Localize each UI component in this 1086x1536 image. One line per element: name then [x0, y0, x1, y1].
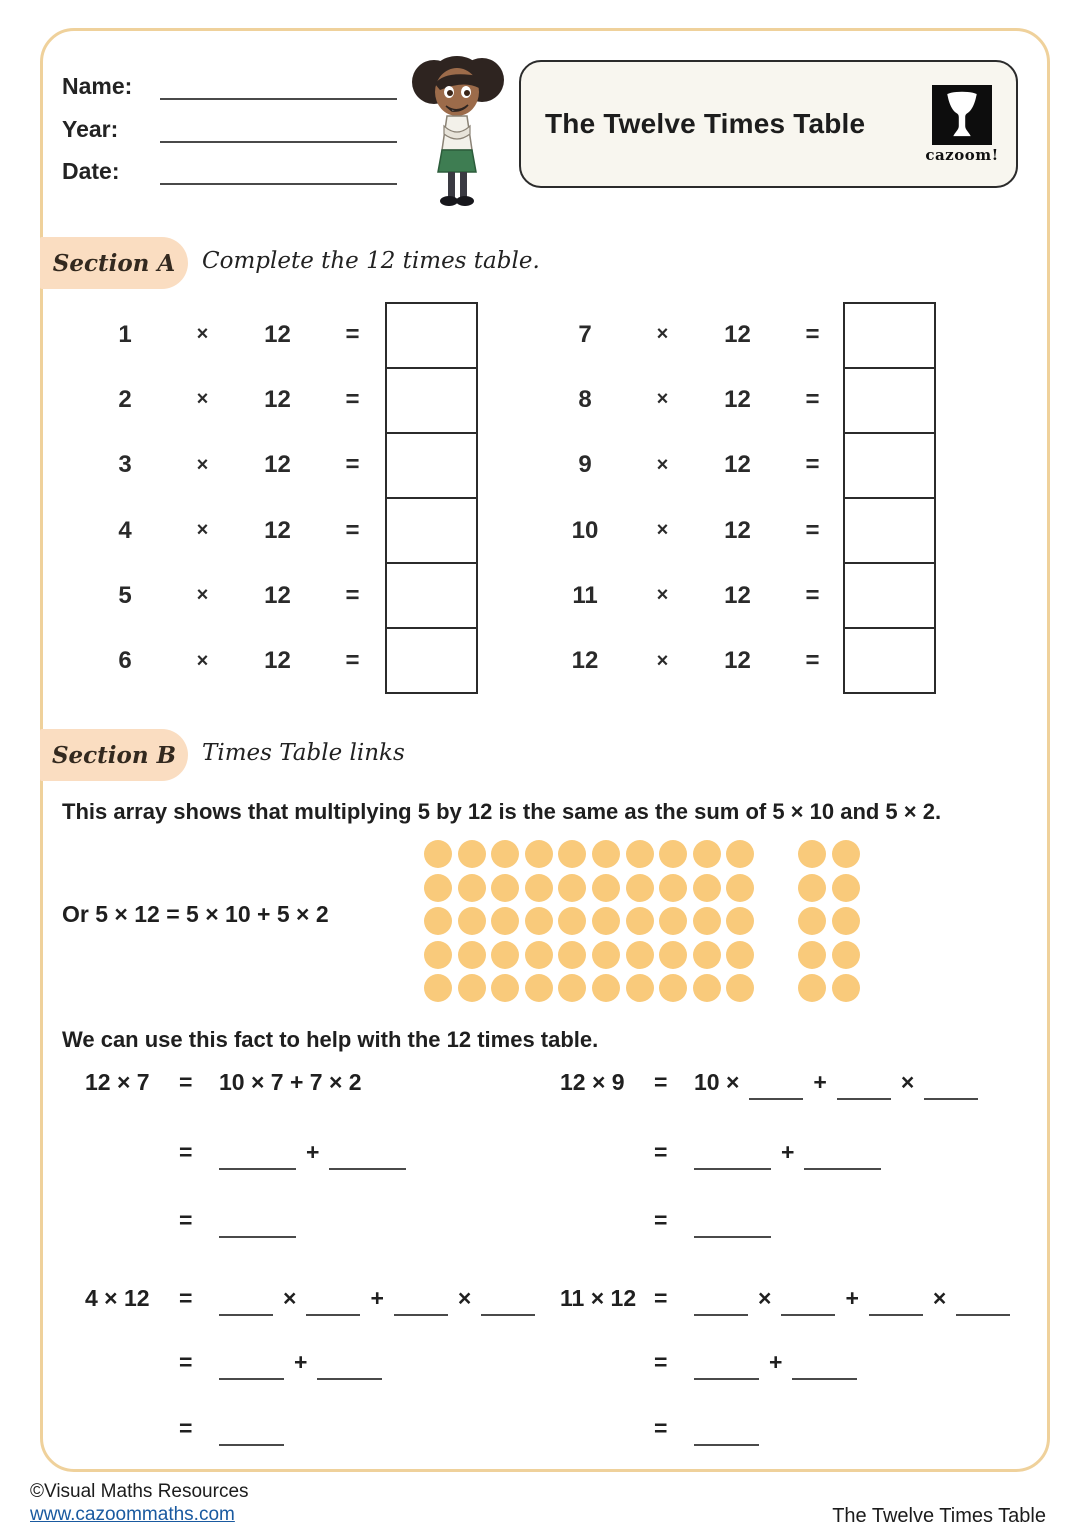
- multiplicand: 5: [118, 581, 132, 609]
- answer-blank[interactable]: [694, 1358, 759, 1380]
- answer-box[interactable]: [843, 302, 936, 369]
- equals-sign: =: [805, 516, 820, 544]
- equals-sign: =: [654, 1206, 668, 1233]
- array-dot: [525, 974, 553, 1002]
- array-dot: [798, 907, 826, 935]
- array-dot: [693, 874, 721, 902]
- section-a-tab: Section A: [40, 237, 188, 289]
- equation-text: ×: [758, 1284, 772, 1311]
- answer-box[interactable]: [843, 627, 936, 694]
- times-sign: ×: [196, 323, 209, 346]
- array-dot: [424, 907, 452, 935]
- array-dot: [659, 874, 687, 902]
- multiplicand: 11: [572, 581, 598, 609]
- array-dot: [491, 874, 519, 902]
- equation-text: ×: [900, 1068, 915, 1095]
- array-dot: [726, 974, 754, 1002]
- times-table-left-column: [85, 302, 390, 694]
- equation-text: +: [781, 1138, 795, 1165]
- multiplier: 12: [264, 320, 291, 348]
- answer-blank[interactable]: [219, 1216, 296, 1238]
- multiplier: 12: [264, 581, 291, 609]
- array-dot: [626, 874, 654, 902]
- array-dot: [592, 907, 620, 935]
- equation-row: [85, 1062, 362, 1102]
- multiplier: 12: [724, 320, 751, 348]
- equation-text: ×: [932, 1284, 947, 1311]
- equals-sign: =: [654, 1284, 668, 1311]
- answer-box[interactable]: [843, 432, 936, 499]
- title-box: [519, 60, 1018, 188]
- array-dot: [832, 907, 860, 935]
- array-dot: [798, 974, 826, 1002]
- equation-row: [560, 1200, 771, 1240]
- cazoom-drum-icon: [932, 85, 992, 145]
- equation-lhs: 11 × 12: [560, 1284, 637, 1311]
- equation-rhs: [219, 1069, 362, 1096]
- array-dot: [693, 974, 721, 1002]
- array-dot: [693, 941, 721, 969]
- equation-text: +: [813, 1068, 827, 1095]
- array-dot: [726, 874, 754, 902]
- multiplicand: 12: [571, 647, 599, 675]
- times-sign: ×: [656, 323, 669, 346]
- multiplier: 12: [724, 647, 751, 675]
- answer-box-column-left: [385, 302, 478, 694]
- equation-row: [85, 1200, 296, 1240]
- array-dot: [424, 874, 452, 902]
- year-label: Year:: [62, 116, 119, 142]
- multiplier: 12: [264, 647, 291, 675]
- equation-rhs: [219, 1285, 535, 1312]
- array-dot: [525, 907, 553, 935]
- section-a-instruction: Complete the 12 times table.: [202, 248, 540, 274]
- equation-row: [85, 1342, 382, 1382]
- array-dot: [458, 874, 486, 902]
- multiplier: 12: [724, 451, 751, 479]
- multiplicand: 4: [118, 516, 132, 544]
- multiplicand: 2: [118, 385, 132, 413]
- array-dot: [798, 874, 826, 902]
- array-dot: [525, 840, 553, 868]
- answer-box[interactable]: [385, 627, 478, 694]
- array-dot: [832, 941, 860, 969]
- equals-sign: =: [654, 1348, 668, 1375]
- multiplicand: 6: [118, 647, 132, 675]
- equals-sign: =: [805, 647, 820, 675]
- equation-text: 10 × 7 + 7 × 2: [219, 1068, 362, 1095]
- array-dot: [693, 907, 721, 935]
- equals-sign: =: [179, 1284, 193, 1311]
- equation-text: +: [306, 1138, 320, 1165]
- equals-sign: =: [654, 1138, 668, 1165]
- equation-row: [85, 1278, 535, 1318]
- equation-text: +: [294, 1348, 308, 1375]
- cazoommaths-link[interactable]: www.cazoommaths.com: [30, 1504, 235, 1525]
- equals-sign: =: [805, 385, 820, 413]
- multiplier: 12: [264, 385, 291, 413]
- equation-text: +: [845, 1284, 859, 1311]
- equation-rhs: [694, 1349, 857, 1376]
- answer-blank[interactable]: [219, 1148, 296, 1170]
- multiplier: 12: [264, 451, 291, 479]
- page-border-frame: [40, 28, 1050, 1472]
- equation-row: [560, 1342, 857, 1382]
- equation-text: +: [370, 1284, 384, 1311]
- answer-blank[interactable]: [781, 1294, 835, 1316]
- answer-blank[interactable]: [317, 1358, 382, 1380]
- equation-rhs: [219, 1209, 296, 1231]
- name-label: Name:: [62, 73, 133, 99]
- answer-blank[interactable]: [481, 1294, 535, 1316]
- equation-lhs: 12 × 7: [85, 1068, 150, 1095]
- answer-blank[interactable]: [694, 1294, 748, 1316]
- equation-rhs: [219, 1349, 382, 1376]
- equals-sign: =: [345, 320, 360, 348]
- array-dot: [659, 840, 687, 868]
- array-dot: [458, 840, 486, 868]
- answer-box[interactable]: [385, 302, 478, 369]
- answer-box-column-right: [843, 302, 936, 694]
- answer-box[interactable]: [843, 367, 936, 434]
- answer-box[interactable]: [843, 562, 936, 629]
- equation-row: [560, 1062, 978, 1102]
- array-dot: [558, 840, 586, 868]
- times-sign: ×: [196, 519, 209, 542]
- answer-blank[interactable]: [219, 1358, 284, 1380]
- array-dot: [592, 974, 620, 1002]
- answer-box[interactable]: [843, 497, 936, 564]
- equation-lhs: 12 × 9: [560, 1068, 625, 1095]
- multiplier: 12: [724, 516, 751, 544]
- equation-rhs: [694, 1209, 771, 1231]
- equals-sign: =: [179, 1414, 193, 1441]
- answer-blank[interactable]: [694, 1216, 771, 1238]
- array-dot: [491, 840, 519, 868]
- answer-blank[interactable]: [306, 1294, 360, 1316]
- answer-blank[interactable]: [837, 1078, 891, 1100]
- dot-array-left: [424, 840, 760, 1008]
- equals-sign: =: [805, 581, 820, 609]
- equals-sign: =: [179, 1206, 193, 1233]
- times-sign: ×: [196, 453, 209, 476]
- times-sign: ×: [656, 649, 669, 672]
- equation-rhs: [219, 1139, 406, 1166]
- dot-array-right: [798, 840, 865, 1008]
- equals-sign: =: [345, 451, 360, 479]
- array-dot: [626, 907, 654, 935]
- equals-sign: =: [345, 385, 360, 413]
- multiplicand: 9: [578, 451, 592, 479]
- year-input-line[interactable]: [160, 141, 397, 143]
- answer-box[interactable]: [385, 432, 478, 499]
- answer-blank[interactable]: [694, 1148, 771, 1170]
- array-dot: [798, 941, 826, 969]
- footer-page-title: The Twelve Times Table: [832, 1505, 1046, 1527]
- array-dot: [798, 840, 826, 868]
- multiplier: 12: [264, 516, 291, 544]
- array-dot: [726, 941, 754, 969]
- array-dot: [626, 941, 654, 969]
- array-dot: [592, 840, 620, 868]
- array-dot: [832, 974, 860, 1002]
- equation-text: +: [769, 1348, 783, 1375]
- times-sign: ×: [656, 584, 669, 607]
- multiplicand: 8: [578, 385, 592, 413]
- array-dot: [525, 941, 553, 969]
- array-dot: [726, 840, 754, 868]
- equals-sign: =: [805, 451, 820, 479]
- answer-blank[interactable]: [924, 1078, 978, 1100]
- array-dot: [458, 907, 486, 935]
- equals-sign: =: [179, 1138, 193, 1165]
- equation-rhs: [694, 1139, 881, 1166]
- answer-blank[interactable]: [792, 1358, 857, 1380]
- equation-rhs: [694, 1069, 978, 1096]
- array-dot: [491, 941, 519, 969]
- answer-blank[interactable]: [694, 1424, 759, 1446]
- array-dot: [491, 907, 519, 935]
- equation-text: ×: [457, 1284, 472, 1311]
- schoolgirl-illustration: [404, 48, 510, 210]
- times-table-right-column: [545, 302, 850, 694]
- name-input-line[interactable]: [160, 98, 397, 100]
- equation-text: 10 ×: [694, 1068, 740, 1095]
- equals-sign: =: [179, 1348, 193, 1375]
- array-dot: [626, 840, 654, 868]
- array-sentence: This array shows that multiplying 5 by 12 is the same as the sum of 5 × 10 and 5 × 2.: [62, 799, 942, 824]
- array-dot: [558, 907, 586, 935]
- equation-row: [560, 1278, 1010, 1318]
- answer-box[interactable]: [385, 497, 478, 564]
- times-sign: ×: [196, 388, 209, 411]
- multiplicand: 10: [571, 516, 599, 544]
- equation-rhs: [694, 1285, 1010, 1312]
- times-sign: ×: [656, 453, 669, 476]
- times-sign: ×: [196, 584, 209, 607]
- array-dot: [424, 840, 452, 868]
- multiplier: 12: [724, 385, 751, 413]
- array-dot: [832, 840, 860, 868]
- date-input-line[interactable]: [160, 183, 397, 185]
- equals-sign: =: [345, 581, 360, 609]
- multiplier: 12: [724, 581, 751, 609]
- array-dot: [458, 974, 486, 1002]
- fact-sentence: We can use this fact to help with the 12 times table.: [62, 1027, 599, 1052]
- equation-text: ×: [283, 1284, 297, 1311]
- array-dot: [626, 974, 654, 1002]
- cazoom-logo-word: cazoom!: [925, 145, 999, 164]
- equation-lhs: 4 × 12: [85, 1284, 150, 1311]
- multiplicand: 3: [118, 451, 132, 479]
- answer-blank[interactable]: [869, 1294, 923, 1316]
- array-dot: [832, 874, 860, 902]
- times-sign: ×: [196, 649, 209, 672]
- array-dot: [659, 974, 687, 1002]
- worksheet-title: The Twelve Times Table: [545, 108, 866, 139]
- date-label: Date:: [62, 158, 120, 184]
- answer-blank[interactable]: [329, 1148, 406, 1170]
- equals-sign: =: [805, 320, 820, 348]
- array-dot: [659, 941, 687, 969]
- array-dot: [424, 941, 452, 969]
- equation-row: [560, 1132, 881, 1172]
- equation-rhs: [694, 1417, 759, 1439]
- answer-blank[interactable]: [394, 1294, 448, 1316]
- array-dot: [659, 907, 687, 935]
- times-sign: ×: [656, 519, 669, 542]
- equals-sign: =: [654, 1414, 668, 1441]
- equation-row: [85, 1132, 406, 1172]
- answer-blank[interactable]: [219, 1294, 273, 1316]
- array-dot: [491, 974, 519, 1002]
- array-dot: [525, 874, 553, 902]
- equation-row: [85, 1408, 284, 1448]
- array-dot: [592, 874, 620, 902]
- equation-row: [560, 1408, 759, 1448]
- answer-box[interactable]: [385, 367, 478, 434]
- equation-rhs: [219, 1417, 284, 1439]
- answer-blank[interactable]: [219, 1424, 284, 1446]
- cazoom-logo: [925, 85, 999, 164]
- answer-blank[interactable]: [956, 1294, 1010, 1316]
- array-dot: [424, 974, 452, 1002]
- array-dot: [558, 941, 586, 969]
- array-dot: [726, 907, 754, 935]
- array-dot: [592, 941, 620, 969]
- or-equation: Or 5 × 12 = 5 × 10 + 5 × 2: [62, 901, 329, 927]
- copyright-credit: ©Visual Maths Resources: [30, 1481, 249, 1502]
- array-dot: [458, 941, 486, 969]
- multiplicand: 7: [578, 320, 592, 348]
- equals-sign: =: [179, 1068, 193, 1095]
- array-dot: [558, 974, 586, 1002]
- equals-sign: =: [654, 1068, 668, 1095]
- array-dot: [558, 874, 586, 902]
- times-sign: ×: [656, 388, 669, 411]
- multiplicand: 1: [118, 320, 132, 348]
- array-dot: [693, 840, 721, 868]
- equals-sign: =: [345, 647, 360, 675]
- equals-sign: =: [345, 516, 360, 544]
- section-b-instruction: Times Table links: [202, 740, 405, 766]
- answer-blank[interactable]: [804, 1148, 881, 1170]
- answer-blank[interactable]: [749, 1078, 803, 1100]
- answer-box[interactable]: [385, 562, 478, 629]
- section-b-tab: Section B: [40, 729, 188, 781]
